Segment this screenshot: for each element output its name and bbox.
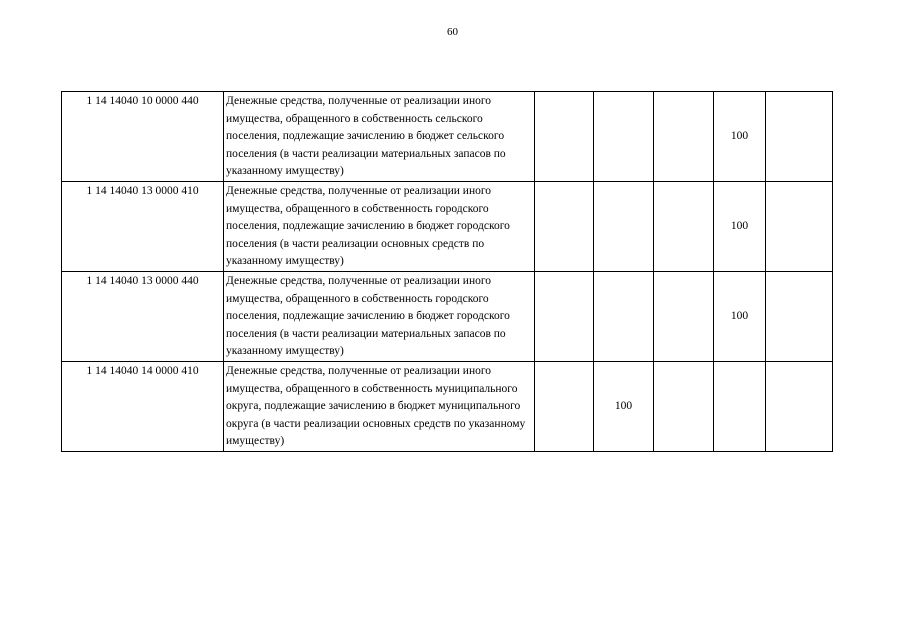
value-cell [766,92,833,182]
value-cell [594,181,654,271]
value-cell [535,361,594,451]
value-cell [766,181,833,271]
income-description-cell: Денежные средства, полученные от реализации иного имущества, обращенного в собственность сельского поселения, подлежащие зачислению в бюджет сельского поселения (в части реализации материальных запасов по указанному имуществу) [224,92,535,182]
value-cell [654,181,714,271]
value-cell: 100 [594,361,654,451]
value-cell [594,271,654,361]
budget-code-cell: 1 14 14040 13 0000 440 [62,271,224,361]
value-cell: 100 [714,92,766,182]
value-cell [766,361,833,451]
budget-classification-table [61,91,833,452]
page-number: 60 [447,26,458,38]
value-cell [766,271,833,361]
value-cell [535,181,594,271]
value-cell [654,271,714,361]
value-cell [654,361,714,451]
value-cell [535,271,594,361]
value-cell: 100 [714,271,766,361]
table-row [62,181,833,271]
budget-code-cell: 1 14 14040 10 0000 440 [62,92,224,182]
value-cell [594,92,654,182]
budget-code-cell: 1 14 14040 13 0000 410 [62,181,224,271]
income-description-cell: Денежные средства, полученные от реализации иного имущества, обращенного в собственность городского поселения, подлежащие зачислению в бюджет городского поселения (в части реализации материальных запасов по указанному имуществу) [224,271,535,361]
value-cell [535,92,594,182]
value-cell [654,92,714,182]
table-row [62,92,833,182]
budget-code-cell: 1 14 14040 14 0000 410 [62,361,224,451]
income-description-cell: Денежные средства, полученные от реализации иного имущества, обращенного в собственность городского поселения, подлежащие зачислению в бюджет городского поселения (в части реализации основных средств по указанному имуществу) [224,181,535,271]
table-row [62,271,833,361]
value-cell [714,361,766,451]
income-description-cell: Денежные средства, полученные от реализации иного имущества, обращенного в собственность муниципального округа, подлежащие зачислению в бюджет муниципального округа (в части реализации основных средств по указанному имуществу) [224,361,535,451]
value-cell: 100 [714,181,766,271]
table-row [62,361,833,451]
